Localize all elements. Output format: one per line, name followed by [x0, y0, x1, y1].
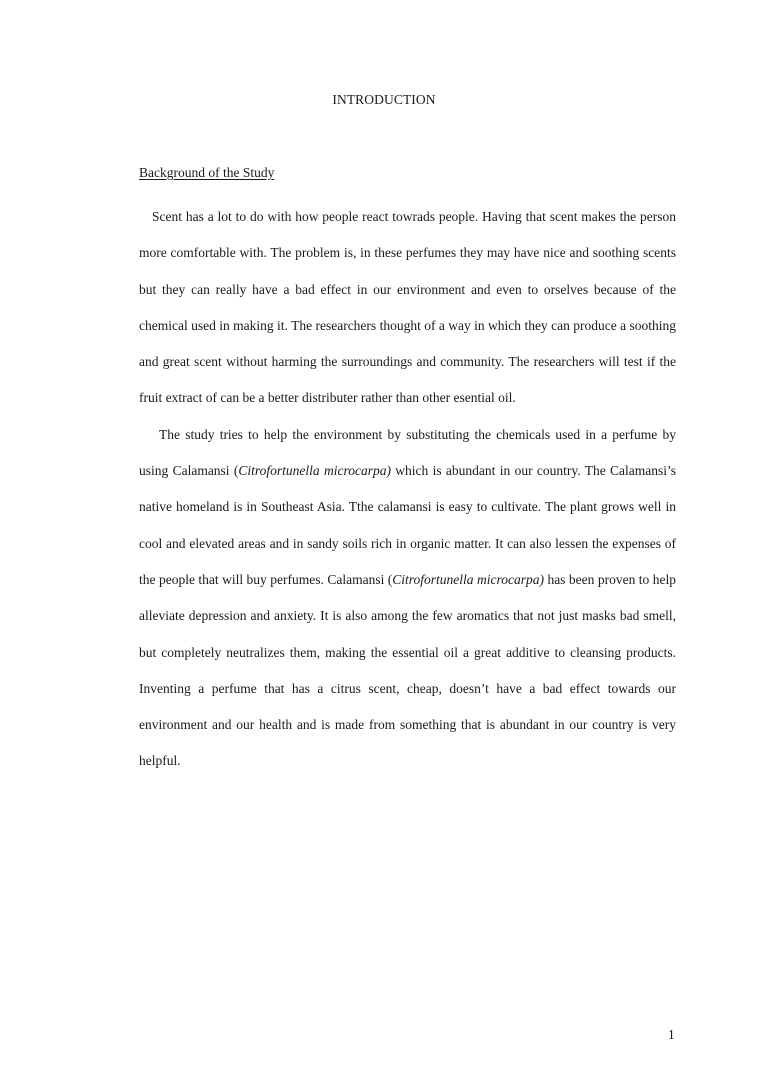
paragraph-2-segment-1: The study tries to help the environment by substituting the chemicals used in a perfume by using Calamansi ( — [139, 426, 676, 479]
paragraph-2 — [139, 417, 676, 780]
section-heading: Background of the Study — [139, 165, 275, 180]
paragraph-2-segment-2: which is abundant in our country. The Calamansi’s native homeland is in Southeast Asia. Tthe calamansi is easy to cultivate. The plant grows well in cool and elevated areas and in sandy soils rich in organic matter. It can also lessen the expenses of the people that will buy perfumes. Calamansi ( — [139, 463, 676, 587]
scientific-name-2: Citrofortunella microcarpa) — [392, 571, 544, 587]
paragraph-1: Scent has a lot to do with how people react towrads people. Having that scent makes the person more comfortable with. The problem is, in these perfumes they may have nice and soothing scents but they can really have a bad effect in our environment and even to orselves because of the chemical used in making it. The researchers thought of a way in which they can produce a soothing and great scent without harming the surroundings and community. The researchers will test if the fruit extract of can be a better distributer rather than other esential oil. — [139, 209, 676, 406]
page-number: 1 — [668, 1027, 675, 1042]
body-text — [139, 199, 676, 780]
paragraph-2-segment-3: has been proven to help alleviate depression and anxiety. It is also among the few aromatics that not just masks bad smell, but completely neutralizes them, making the essential oil a great additive to cleansing products. Inventing a perfume that has a citrus scent, cheap, doesn’t have a bad effect towards our environment and our health and is made from something that is abundant in our country is very helpful. — [139, 571, 676, 769]
scientific-name-1: Citrofortunella microcarpa) — [238, 463, 391, 479]
page-title: INTRODUCTION — [332, 92, 436, 107]
